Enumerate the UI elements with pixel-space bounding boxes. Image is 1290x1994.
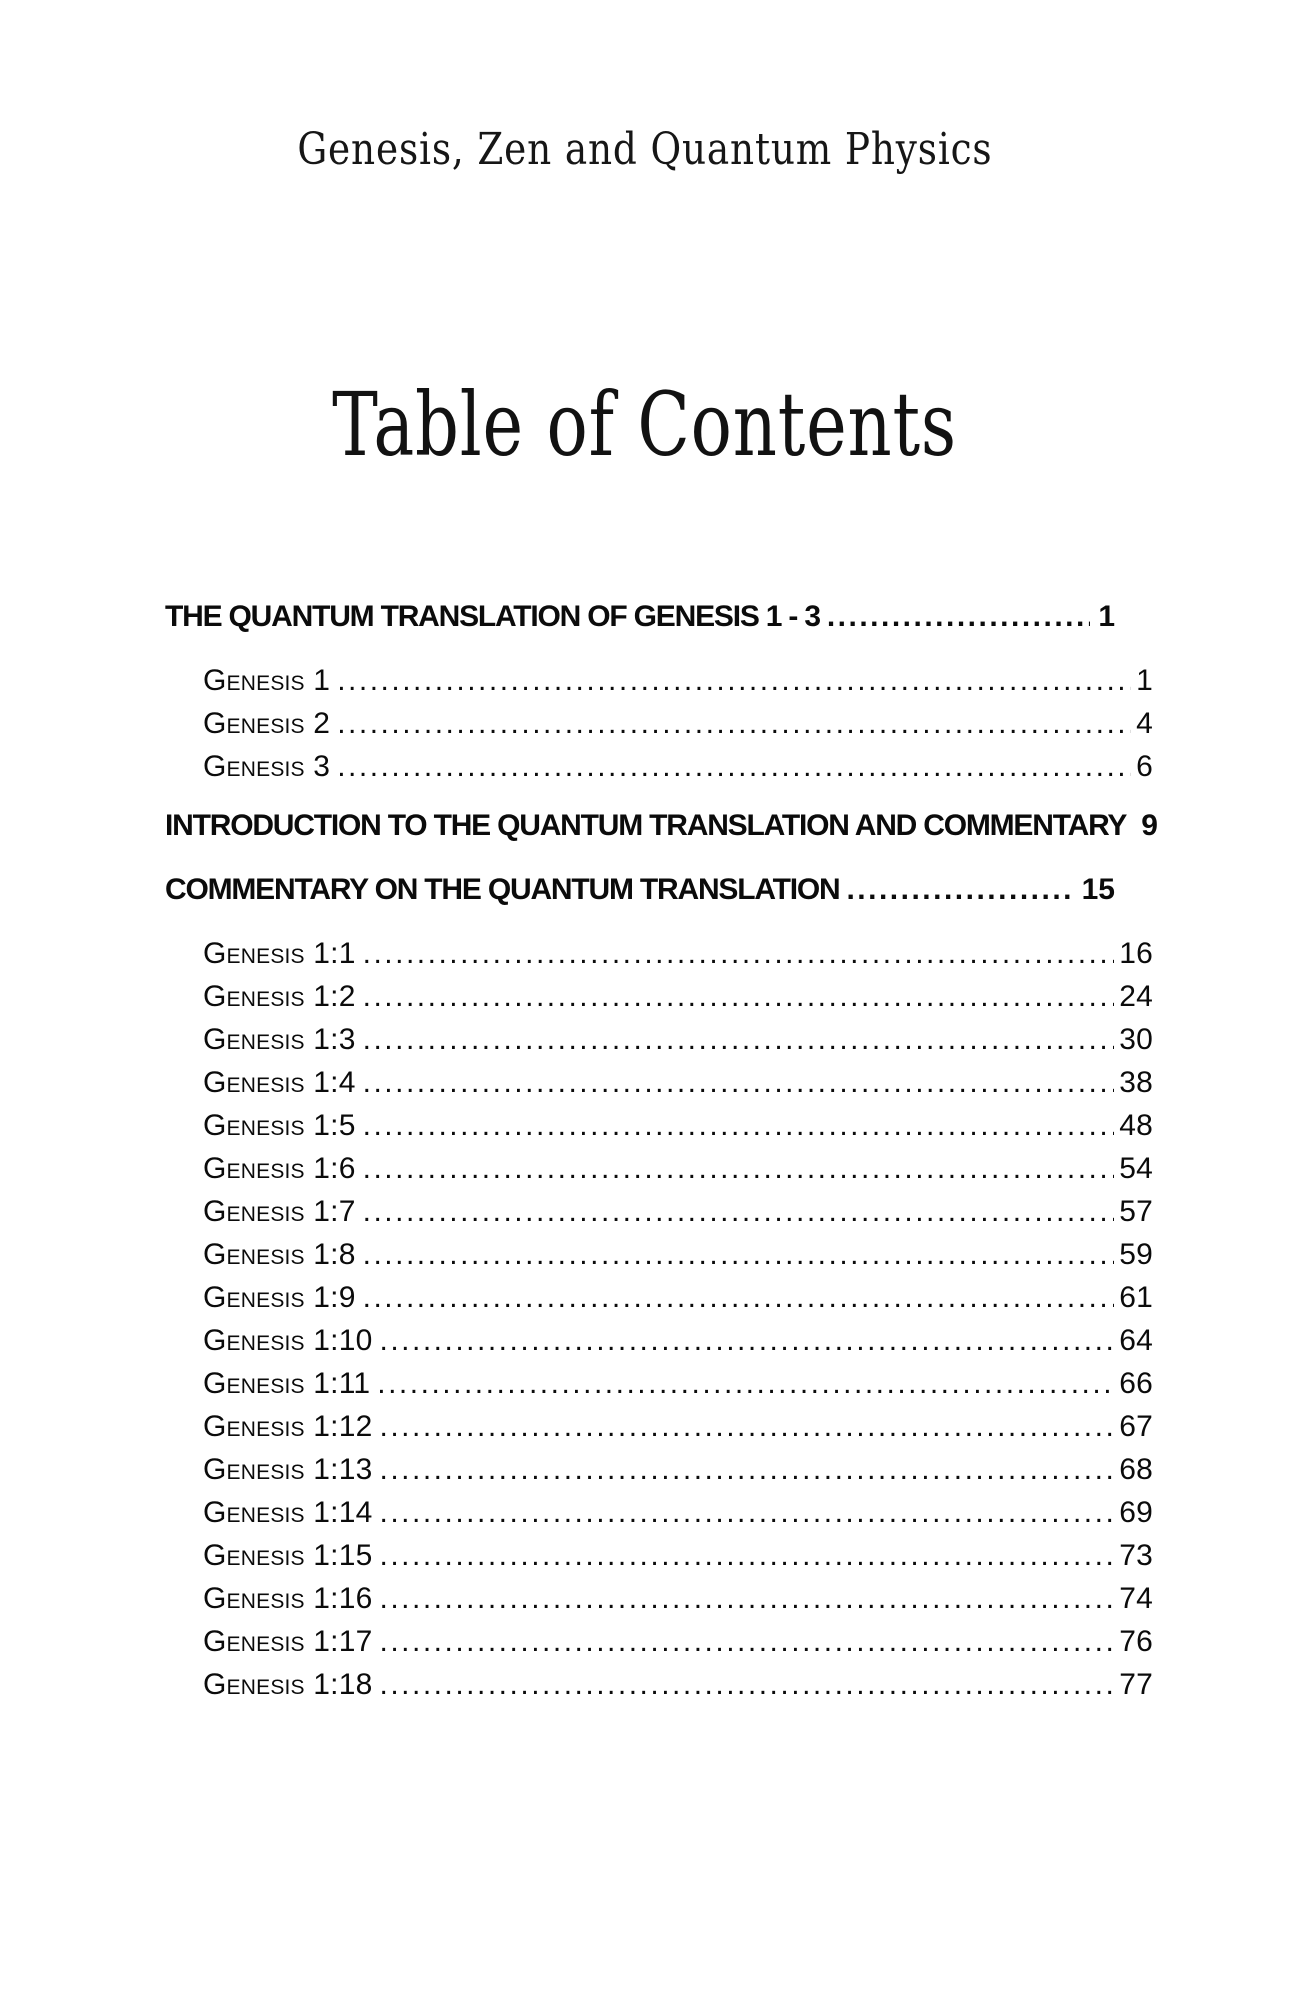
toc-entry xyxy=(165,1663,1153,1706)
toc-entry xyxy=(165,1147,1153,1190)
toc-page-number: 48 xyxy=(1119,1109,1153,1142)
toc-page-number: 67 xyxy=(1119,1410,1153,1443)
toc-entry-label: INTRODUCTION TO THE QUANTUM TRANSLATION AND COMMENTARY xyxy=(165,809,1127,842)
toc-entry-label: Genesis 1:1 xyxy=(203,937,356,970)
dot-leader xyxy=(363,1061,1115,1104)
toc-entry-label: Genesis 1:17 xyxy=(203,1625,373,1658)
toc-entry-label: Genesis 2 xyxy=(203,707,331,740)
toc-entry xyxy=(165,702,1153,745)
toc-page-number: 9 xyxy=(1141,809,1158,842)
dot-leader xyxy=(380,1620,1115,1663)
toc-entry xyxy=(165,1104,1153,1147)
dot-leader xyxy=(380,1405,1115,1448)
book-header xyxy=(0,0,1290,178)
toc-entry-label: Genesis 1:10 xyxy=(203,1324,373,1357)
dot-leader xyxy=(337,659,1131,702)
dot-leader xyxy=(363,1276,1115,1319)
dot-leader xyxy=(380,1319,1115,1362)
toc-list xyxy=(165,595,1158,1706)
toc-entry-label: Genesis 1:8 xyxy=(203,1238,356,1271)
toc-page-number: 59 xyxy=(1119,1238,1153,1271)
toc-entry-label: THE QUANTUM TRANSLATION OF GENESIS 1 - 3 xyxy=(165,600,820,633)
toc-entry-label: Genesis 1:11 xyxy=(203,1367,371,1400)
toc-entry xyxy=(165,932,1153,975)
dot-leader xyxy=(380,1491,1115,1534)
toc-entry xyxy=(165,1491,1153,1534)
dot-leader xyxy=(363,1233,1115,1276)
dot-leader xyxy=(846,868,1073,912)
toc-entry-label: Genesis 1:18 xyxy=(203,1668,373,1701)
dot-leader xyxy=(337,745,1131,788)
toc-entry-label: Genesis 1:16 xyxy=(203,1582,373,1615)
toc-page-number: 16 xyxy=(1119,937,1153,970)
toc-page-number: 57 xyxy=(1119,1195,1153,1228)
toc-entry xyxy=(165,1319,1153,1362)
toc-page-number: 61 xyxy=(1119,1281,1153,1314)
toc-entry xyxy=(165,659,1153,702)
toc-page-number: 24 xyxy=(1119,980,1153,1013)
toc-entry-label: Genesis 1:4 xyxy=(203,1066,356,1099)
toc-entry-label: Genesis 1:9 xyxy=(203,1281,356,1314)
toc-page-number: 6 xyxy=(1136,750,1153,783)
dot-leader xyxy=(363,932,1115,975)
toc-page-number: 1 xyxy=(1136,664,1153,697)
toc-page-number: 74 xyxy=(1119,1582,1153,1615)
toc-entry-label: Genesis 1:2 xyxy=(203,980,356,1013)
toc-page-number: 38 xyxy=(1119,1066,1153,1099)
toc-page-number: 30 xyxy=(1119,1023,1153,1056)
toc-page-number: 15 xyxy=(1081,873,1115,906)
dot-leader xyxy=(363,1018,1115,1061)
toc-entry xyxy=(165,595,1115,639)
dot-leader xyxy=(337,702,1131,745)
toc-entry xyxy=(165,804,1158,848)
toc-entry-label: Genesis 1:15 xyxy=(203,1539,373,1572)
toc-entry xyxy=(165,1362,1153,1405)
toc-page-number: 69 xyxy=(1119,1496,1153,1529)
page-title-text: Table of Contents xyxy=(332,373,958,476)
toc-entry xyxy=(165,1190,1153,1233)
toc-entry-label: Genesis 1:7 xyxy=(203,1195,356,1228)
dot-leader xyxy=(377,1362,1114,1405)
page-title xyxy=(0,373,1290,476)
toc-entry-label: COMMENTARY ON THE QUANTUM TRANSLATION xyxy=(165,873,840,906)
toc-page-number: 77 xyxy=(1119,1668,1153,1701)
toc-entry-label: Genesis 1:6 xyxy=(203,1152,356,1185)
dot-leader xyxy=(380,1448,1115,1491)
dot-leader xyxy=(827,595,1091,639)
toc-page-number: 66 xyxy=(1119,1367,1153,1400)
toc-entry xyxy=(165,975,1153,1018)
toc-entry xyxy=(165,1233,1153,1276)
toc-entry xyxy=(165,745,1153,788)
toc-entry-label: Genesis 1:3 xyxy=(203,1023,356,1056)
toc-page-number: 76 xyxy=(1119,1625,1153,1658)
toc-entry-label: Genesis 3 xyxy=(203,750,331,783)
toc-entry xyxy=(165,1577,1153,1620)
dot-leader xyxy=(363,975,1115,1018)
toc-page-number: 68 xyxy=(1119,1453,1153,1486)
toc-entry-label: Genesis 1:5 xyxy=(203,1109,356,1142)
toc-page-number: 73 xyxy=(1119,1539,1153,1572)
toc-page-number: 4 xyxy=(1136,707,1153,740)
toc-entry-label: Genesis 1:12 xyxy=(203,1410,373,1443)
dot-leader xyxy=(363,1147,1115,1190)
toc-entry-label: Genesis 1:13 xyxy=(203,1453,373,1486)
toc-entry-label: Genesis 1 xyxy=(203,664,331,697)
toc-entry xyxy=(165,1448,1153,1491)
toc-entry xyxy=(165,1620,1153,1663)
book-title: Genesis, Zen and Quantum Physics xyxy=(297,124,993,175)
dot-leader xyxy=(380,1577,1115,1620)
toc-entry xyxy=(165,868,1115,912)
dot-leader xyxy=(363,1190,1115,1233)
toc-page-number: 64 xyxy=(1119,1324,1153,1357)
toc-page-number: 54 xyxy=(1119,1152,1153,1185)
toc-entry xyxy=(165,1534,1153,1577)
dot-leader xyxy=(363,1104,1115,1147)
toc-entry xyxy=(165,1276,1153,1319)
toc-entry xyxy=(165,1405,1153,1448)
dot-leader xyxy=(380,1534,1115,1577)
toc-entry-label: Genesis 1:14 xyxy=(203,1496,373,1529)
dot-leader xyxy=(380,1663,1115,1706)
toc-page-number: 1 xyxy=(1098,600,1115,633)
toc-entry xyxy=(165,1018,1153,1061)
toc-entry xyxy=(165,1061,1153,1104)
